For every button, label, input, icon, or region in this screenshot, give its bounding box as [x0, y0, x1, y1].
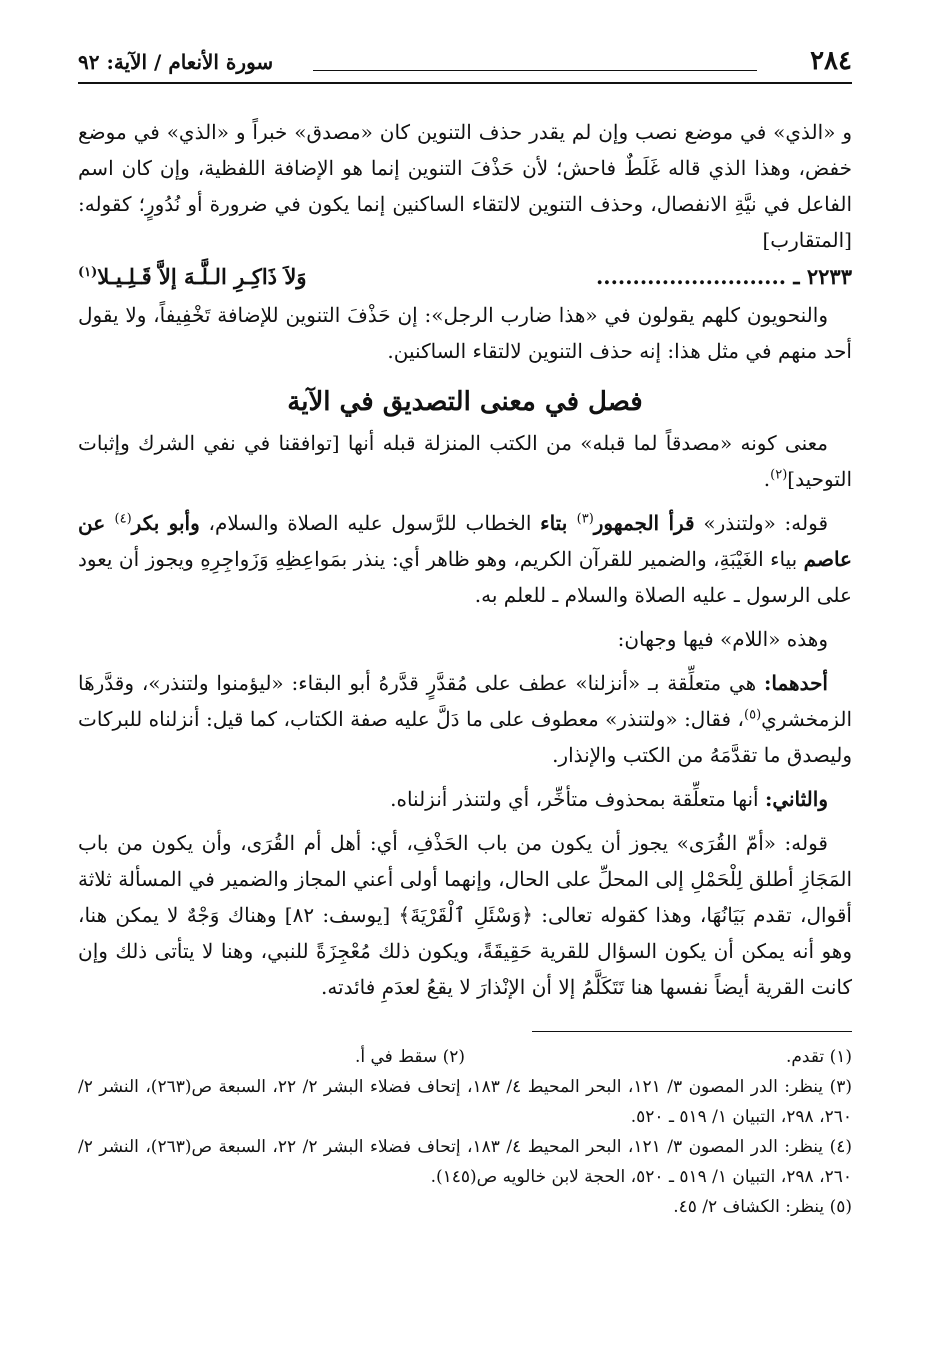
paragraph-3 — [78, 425, 852, 497]
verse-text: وَلاَ ذَاكِـرِ الـلَّـهَ إلاَّ قَـلِـيـلا — [97, 264, 307, 289]
p4-asim: عن عاصم — [78, 511, 852, 571]
paragraph-4 — [78, 505, 852, 613]
footnote-3: (٣) ينظر: الدر المصون ٣/ ١٢١، البحر المحيط ٤/ ١٨٣، إتحاف فضلاء البشر ٢/ ٢٢، السبعة ص(٢٦٣)، النشر ٢/ ٢٦٠، ٢٩٨، التبيان ١/ ٥١٩ ـ ٥٢٠. — [78, 1077, 852, 1127]
p4-abubakr: وأبو بكر — [131, 511, 200, 535]
book-page — [78, 40, 852, 1340]
poetry-verse — [78, 264, 852, 289]
spacer — [78, 773, 852, 781]
p4-mid: الخطاب للرَّسول عليه الصلاة والسلام، — [199, 511, 541, 535]
p7-label: والثاني: — [764, 787, 828, 811]
footnote-5: (٥) ينظر: الكشاف ٢/ ٤٥. — [673, 1197, 852, 1217]
spacer — [78, 657, 852, 665]
page-number: ٢٨٤ — [810, 46, 852, 76]
spacer — [78, 497, 852, 505]
footnote-2: (٢) سقط في أ. — [354, 1047, 465, 1067]
footnote-ref-5: (٥) — [744, 707, 762, 723]
paragraph-7 — [78, 781, 852, 817]
paragraph-3-end: . — [763, 467, 771, 491]
footnote-4: (٤) ينظر: الدر المصون ٣/ ١٢١، البحر المحيط ٤/ ١٨٣، إتحاف فضلاء البشر ٢/ ٢٢، السبعة ص(٢٦٣)، النشر ٢/ ٢٦٠، ٢٩٨، التبيان ١/ ٥١٩ ـ ٥٢٠، الحجة لابن خالويه ص(١٤٥). — [78, 1137, 852, 1187]
footnote-row — [78, 1042, 852, 1072]
footnotes — [78, 1042, 852, 1222]
footnote-rule — [532, 1031, 852, 1032]
footnote-ref-3: (٣) — [576, 511, 594, 527]
spacer — [78, 817, 852, 825]
running-title: سورة الأنعام / الآية: ٩٢ — [78, 50, 274, 74]
page-header — [78, 40, 852, 82]
p4-majority: قرأ الجمهور — [593, 511, 695, 535]
p6-rest: ، فقال: «ولتنذر» معطوف على ما دَلَّ عليه صفة الكتاب، كما قيل: أنزلناه للبركات وليصدق ما تقدَّمَهُ من الكتب والإنذار. — [78, 707, 852, 767]
header-rule — [78, 82, 852, 84]
footnote-ref-2: (٢) — [770, 467, 788, 483]
p6-label: أحدهما: — [763, 671, 828, 695]
header-line — [313, 70, 757, 71]
verse-number: ٢٢٣٣ ـ .......................... — [596, 264, 852, 289]
verse-text-wrap — [78, 264, 306, 289]
paragraph-6 — [78, 665, 852, 773]
footnote-ref-1: (١) — [78, 265, 98, 280]
footnote-ref-4: (٤) — [114, 511, 132, 527]
p6-text: هي متعلِّقة بـ «أنزلنا» عطف على مُقدَّرٍ قدَّرهُ أبو البقاء: «ليؤمنوا ولتنذر»، وقدَّرهَا الزمخشري — [78, 671, 852, 731]
paragraph-8: قوله: «أمّ القُرَى» يجوز أن يكون من باب الحَذْفِ، أي: أهل أم القُرَى، وأن يكون من باب المَجَازِ أطلق لِلْحَمْلِ إلى المحلِّ على الحال، وإنهما أولى أعني المجاز والضمير في المسألة ثلاثة أقوال، تقدم بَيَانُهَا، وهذا كقوله تعالى: ﴿وَسْئَلِ ٱلْقَرْيَةَ﴾ [يوسف: ٨٢] وهناك وَجْهٌ لا يمكن هنا، وهو أنه يمكن أن يكون السؤال للقرية حَقِيقَةً، ويكون ذلك مُعْجِزَةً للنبي، وهنا لا يتأتى ذلك وإن كانت القرية أيضاً نفسها هنا تَتَكَلَّمُ إلا أن الإنْذارَ لا يقعُ لعدَمِ فائدته. — [78, 831, 852, 999]
footnote-1: (١) تقدم. — [785, 1047, 852, 1067]
paragraph-2: والنحويون كلهم يقولون في «هذا ضارب الرجل»: إن حَذْفَ التنوين للإضافة تَخْفِيفاً، ولا يقول أحد منهم في مثل هذا: إنه حذف التنوين لالتقاء الساكنين. — [78, 303, 852, 363]
p4-ta: بتاء — [540, 511, 577, 535]
spacer — [78, 613, 852, 621]
p7-text: أنها متعلِّقة بمحذوف متأخِّر، أي ولتنذر أنزلناه. — [390, 787, 765, 811]
paragraph-1: و «الذي» في موضع نصب وإن لم يقدر حذف التنوين كان «مصدق» خبراً و «الذي» في موضع خفض، وهذا الذي قاله غَلَطٌ فاحش؛ لأن حَذْفَ التنوين إنما هو الإضافة اللفظية، وإن كان اسم الفاعل في نيَّةِ الانفصال، وحذف التنوين لالتقاء الساكنين إنما يكون في ضرورة أو نُدُورٍ؛ كقوله: [المتقارب] — [78, 120, 852, 252]
paragraph-3-text: معنى كونه «مصدقاً لما قبله» من الكتب المنزلة قبله أنها [توافقنا في نفي الشرك وإثبات التوحيد] — [78, 431, 852, 491]
p4-lead: قوله: «ولتنذر» — [694, 511, 829, 535]
paragraph-5: وهذه «اللام» فيها وجهان: — [617, 627, 828, 651]
p4-rest: بياء الغَيْبَةِ، والضمير للقرآن الكريم، وهو ظاهر أي: ينذر بمَواعِظِهِ وَزَواجِرِهِ ويجوز أن يعود على الرسول ـ عليه الصلاة والسلام ـ للعلم به. — [78, 547, 852, 607]
section-heading: فصل في معنى التصديق في الآية — [287, 387, 643, 417]
